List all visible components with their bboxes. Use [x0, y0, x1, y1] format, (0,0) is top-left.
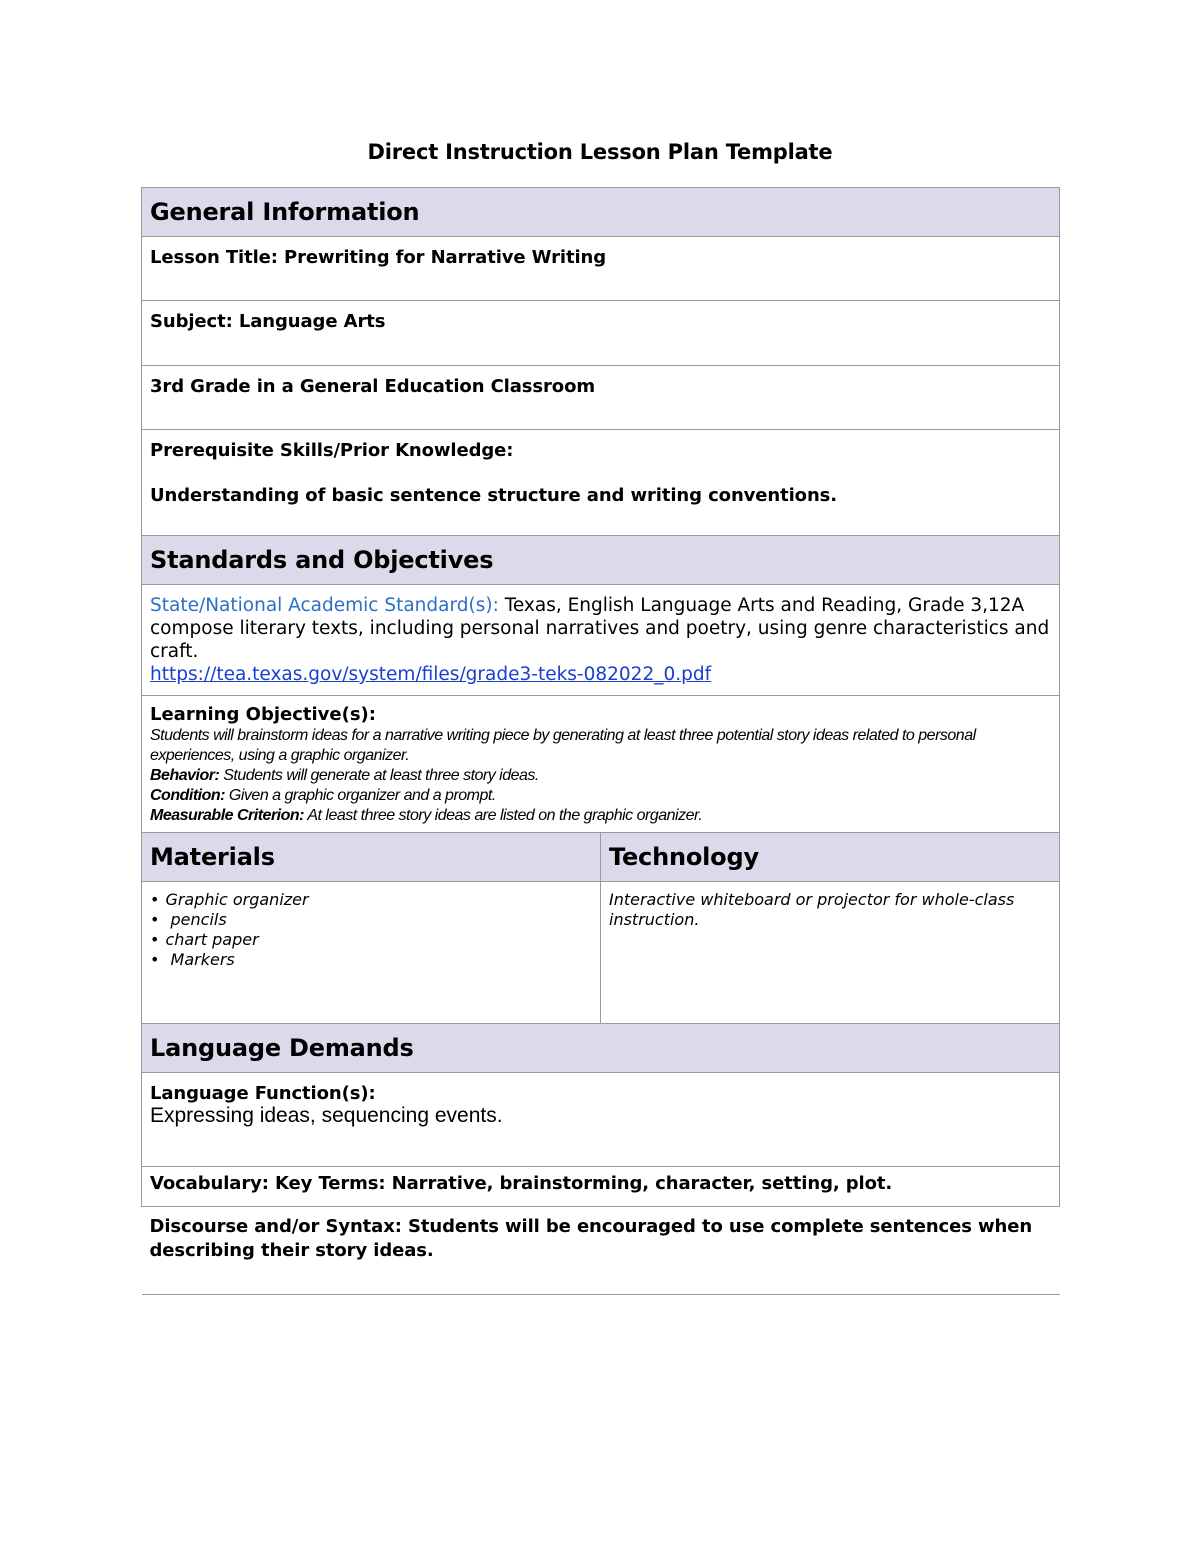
technology-text: Interactive whiteboard or projector for whole-class instruction.	[609, 890, 1015, 929]
objectives-cell	[142, 696, 1060, 833]
technology-cell	[601, 882, 1060, 1024]
objective-label: Learning Objective(s):	[150, 704, 376, 725]
language-function-cell	[142, 1073, 1060, 1167]
list-item: • chart paper	[150, 930, 592, 950]
prerequisite-cell	[142, 430, 1060, 536]
discourse: Discourse and/or Syntax: Students will be encouraged to use complete sentences when describing their story ideas.	[142, 1207, 1060, 1295]
materials-technology-header-row	[142, 833, 1060, 882]
section-general-information	[142, 188, 1060, 237]
standard-label: State/National Academic Standard(s):	[150, 595, 499, 616]
objective-text: Students will brainstorm ideas for a narrative writing piece by generating at least three potential story ideas related to personal experiences, using a graphic organizer.	[150, 727, 976, 764]
language-function-value: Expressing ideas, sequencing events.	[150, 1104, 503, 1127]
vocabulary: Vocabulary: Key Terms: Narrative, brainstorming, character, setting, plot.	[142, 1167, 1060, 1207]
objective-body	[150, 726, 1051, 832]
criterion-text: At least three story ideas are listed on the graphic organizer.	[303, 807, 703, 824]
list-item: • pencils	[150, 910, 592, 930]
list-item: • Graphic organizer	[150, 890, 592, 910]
condition-text: Given a graphic organizer and a prompt.	[224, 787, 496, 804]
materials-list	[150, 890, 592, 970]
section-standards-objectives	[142, 536, 1060, 585]
prerequisite-row	[142, 430, 1060, 536]
subject-row	[142, 301, 1060, 366]
lesson-title: Lesson Title: Prewriting for Narrative Writing	[142, 237, 1060, 301]
language-function-row	[142, 1073, 1060, 1167]
grade-level: 3rd Grade in a General Education Classroom	[142, 366, 1060, 430]
prerequisite-label: Prerequisite Skills/Prior Knowledge:	[150, 440, 514, 461]
materials-technology-row	[142, 882, 1060, 1024]
lesson-title-row	[142, 237, 1060, 301]
list-item: • Markers	[150, 950, 592, 970]
standard-text: Texas, English Language Arts and Reading, Grade 3,12A compose literary texts, including personal narratives and poetry, using genre characteristics and craft.	[150, 595, 1050, 662]
section-header: Language Demands	[142, 1024, 1060, 1073]
section-header: General Information	[142, 188, 1060, 237]
standards-cell	[142, 585, 1060, 696]
section-language-demands	[142, 1024, 1060, 1073]
grade-row	[142, 366, 1060, 430]
language-function-label: Language Function(s):	[150, 1083, 376, 1104]
condition-line	[150, 786, 1051, 806]
standards-row	[142, 585, 1060, 696]
subject: Subject: Language Arts	[142, 301, 1060, 366]
lesson-plan-table	[141, 187, 1060, 1295]
section-header: Standards and Objectives	[142, 536, 1060, 585]
criterion-label: Measurable Criterion:	[150, 807, 304, 824]
condition-label: Condition:	[150, 787, 225, 804]
behavior-text: Students will generate at least three story ideas.	[219, 767, 539, 784]
vocabulary-row	[142, 1167, 1060, 1207]
materials-header: Materials	[142, 833, 601, 882]
discourse-row	[142, 1207, 1060, 1295]
behavior-label: Behavior:	[150, 767, 220, 784]
behavior-line	[150, 766, 1051, 786]
technology-header: Technology	[601, 833, 1060, 882]
standard-link[interactable]: https://tea.texas.gov/system/files/grade3-teks-082022_0.pdf	[150, 664, 712, 685]
document-title: Direct Instruction Lesson Plan Template	[367, 140, 833, 164]
materials-cell	[142, 882, 601, 1024]
criterion-line	[150, 806, 1051, 826]
prerequisite-value: Understanding of basic sentence structure and writing conventions.	[150, 485, 838, 506]
objectives-row	[142, 696, 1060, 833]
